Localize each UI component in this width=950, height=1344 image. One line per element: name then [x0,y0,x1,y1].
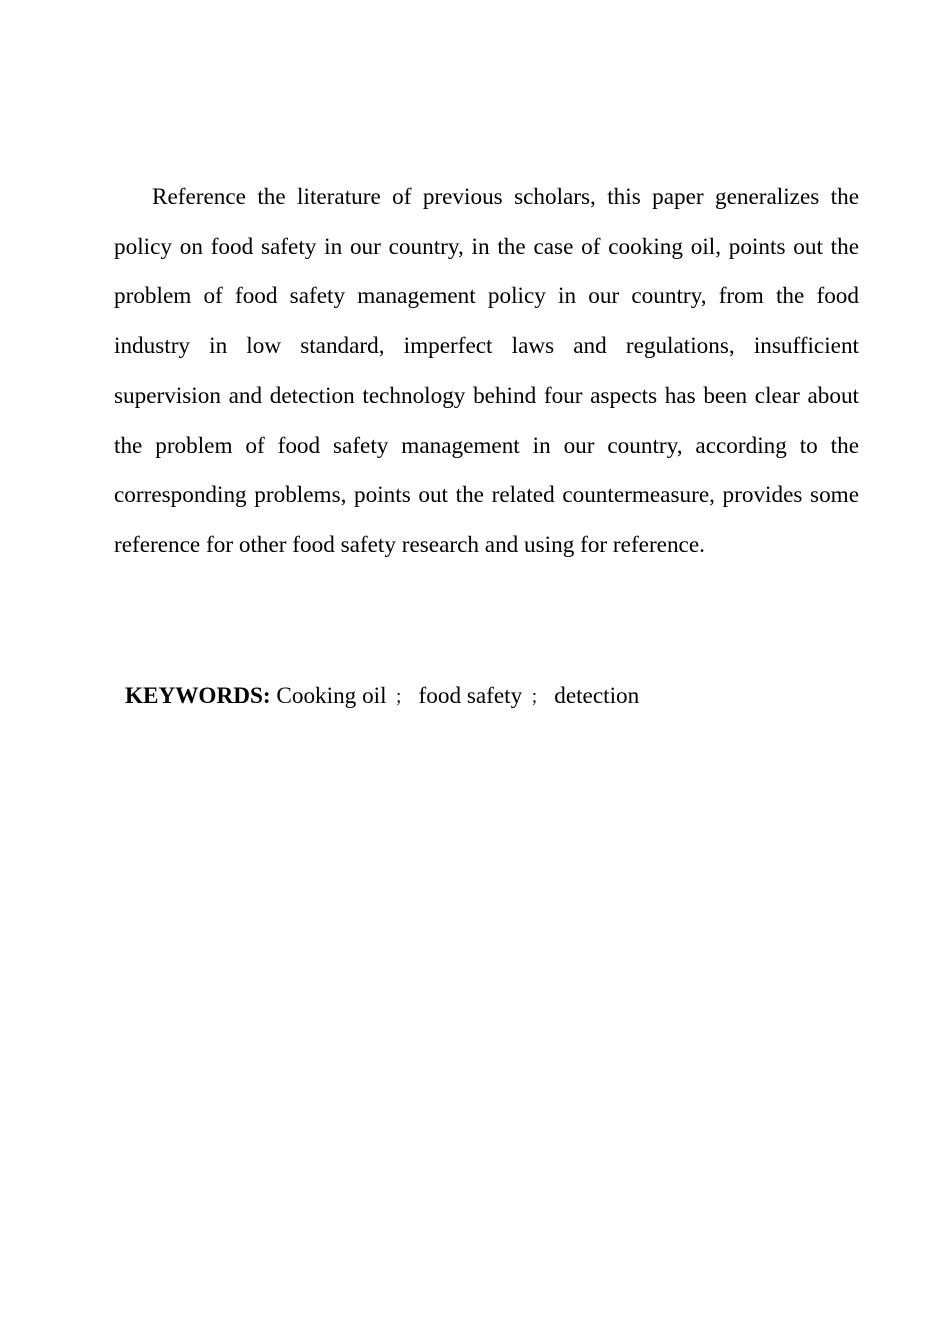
keywords-label: KEYWORDS: [125,683,271,709]
abstract-paragraph: Reference the literature of previous scholars, this paper generalizes the policy on food safety in our country, in the case of cooking oil, points out the problem of food safety management policy in our country, from the food industry in low standard, imperfect laws and regulations, insufficient supervision and detection technology behind four aspects has been clear about the problem of food safety management in our country, according to the corresponding problems, points out the related countermeasure, provides some reference for other food safety research and using for reference. [114,184,859,558]
keyword-separator: ； [530,687,549,707]
keyword-item: food safety [418,683,523,709]
keywords-line [125,676,865,717]
keyword-item: detection [554,683,640,709]
keyword-separator: ； [394,687,413,707]
keyword-item: Cooking oil [276,683,387,709]
